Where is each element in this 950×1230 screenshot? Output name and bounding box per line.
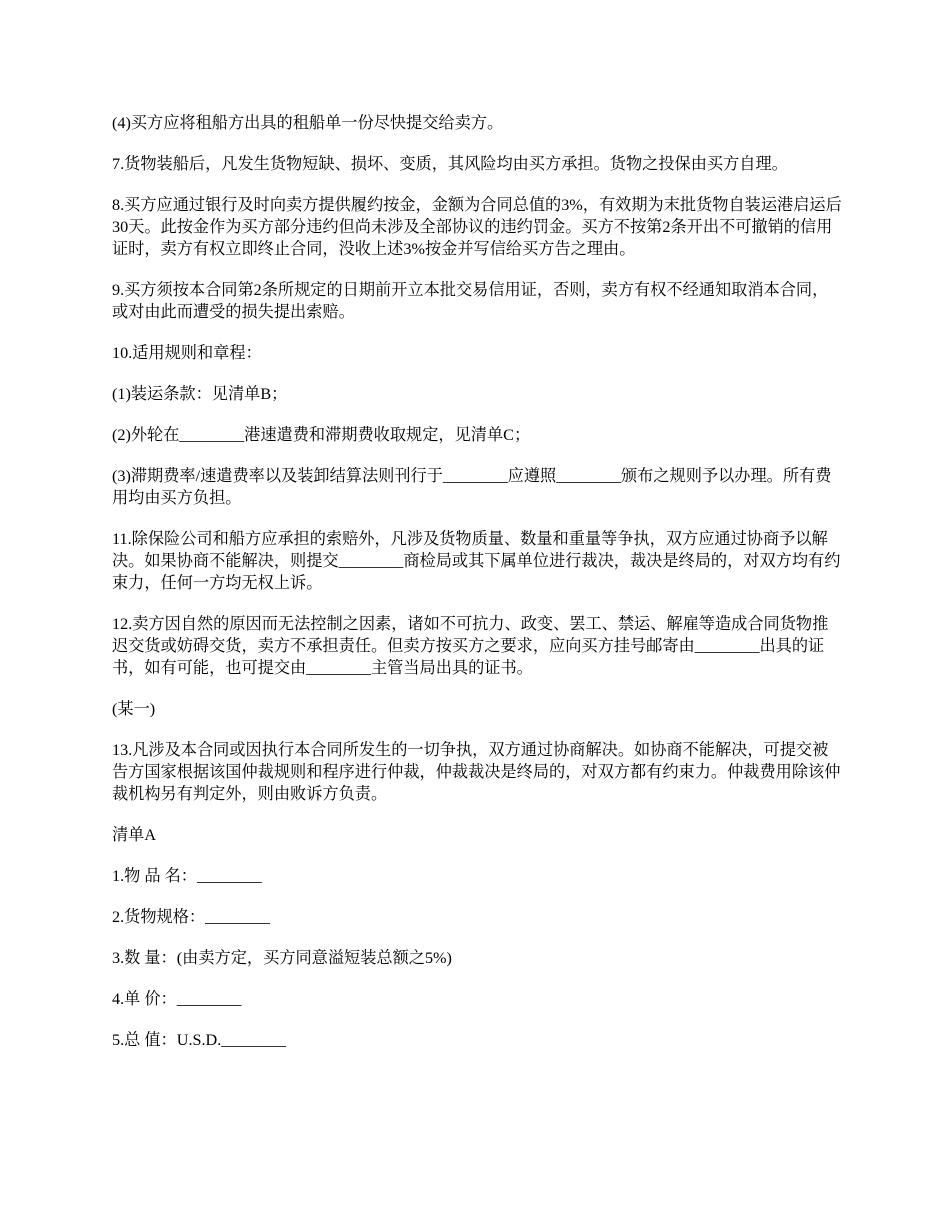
list-a-heading: 清单A — [112, 826, 157, 844]
paragraph-clause-7: 7.货物装船后，凡发生货物短缺、损坏、变质，其风险均由买方承担。货物之投保由买方自理。 — [112, 155, 788, 173]
paragraph-clause-11: 11.除保险公司和船方应承担的索赔外，凡涉及货物质量、数量和重量等争执，双方应通过协商予以解决。如果协商不能解决，则提交________商检局或其下属单位进行裁决，裁决是终局的，对双方均有约束力，任何一方均无权上诉。 — [112, 530, 841, 592]
paragraph-note: (某一) — [112, 700, 156, 718]
paragraph-clause-13: 13.凡涉及本合同或因执行本合同所发生的一切争执，双方通过协商解决。如协商不能解决，可提交被告方国家根据该国仲裁规则和程序进行仲裁，仲裁裁决是终局的，对双方都有约束力。仲裁费用除该仲裁机构另有判定外，则由败诉方负责。 — [112, 741, 841, 803]
paragraph-clause-10-item-1: (1)装运条款：见清单B； — [112, 385, 288, 403]
paragraph-clause-10-heading: 10.适用规则和章程： — [112, 344, 262, 362]
paragraph-clause-9: 9.买方须按本合同第2条所规定的日期前开立本批交易信用证，否则，卖方有权不经通知取消本合同，或对由此而遭受的损失提出索赔。 — [112, 281, 829, 321]
paragraph-clause-10-item-2: (2)外轮在________港速遣费和滞期费收取规定，见清单C； — [112, 426, 531, 444]
paragraph-clause-8: 8.买方应通过银行及时向卖方提供履约按金，金额为合同总值的3%，有效期为末批货物自装运港启运后30天。此按金作为买方部分违约但尚未涉及全部协议的违约罚金。买方不按第2条开出不可撤销的信用证时，卖方有权立即终止合同，没收上述3%按金并写信给买方告之理由。 — [112, 196, 842, 258]
list-a-item-2: 2.货物规格：________ — [112, 908, 270, 926]
list-a-item-4: 4.单 价：________ — [112, 990, 242, 1008]
list-a-item-1: 1.物 品 名：________ — [112, 867, 262, 885]
paragraph-item-4: (4)买方应将租船方出具的租船单一份尽快提交给卖方。 — [112, 114, 504, 132]
document-page — [112, 112, 842, 1070]
list-a-item-5: 5.总 值：U.S.D.________ — [112, 1031, 287, 1049]
paragraph-clause-12: 12.卖方因自然的原因而无法控制之因素，诸如不可抗力、政变、罢工、禁运、解雇等造成合同货物推迟交货或妨碍交货，卖方不承担责任。但卖方按买方之要求，应向买方挂号邮寄由________出具的证书，如有可能，也可提交由________主管当局出具的证书。 — [112, 615, 829, 677]
paragraph-clause-10-item-3: (3)滞期费率/速遣费率以及装卸结算法则刊行于________应遵照________颁布之规则予以办理。所有费用均由买方负担。 — [112, 467, 832, 507]
list-a-item-3: 3.数 量：(由卖方定，买方同意溢短装总额之5%) — [112, 949, 452, 967]
